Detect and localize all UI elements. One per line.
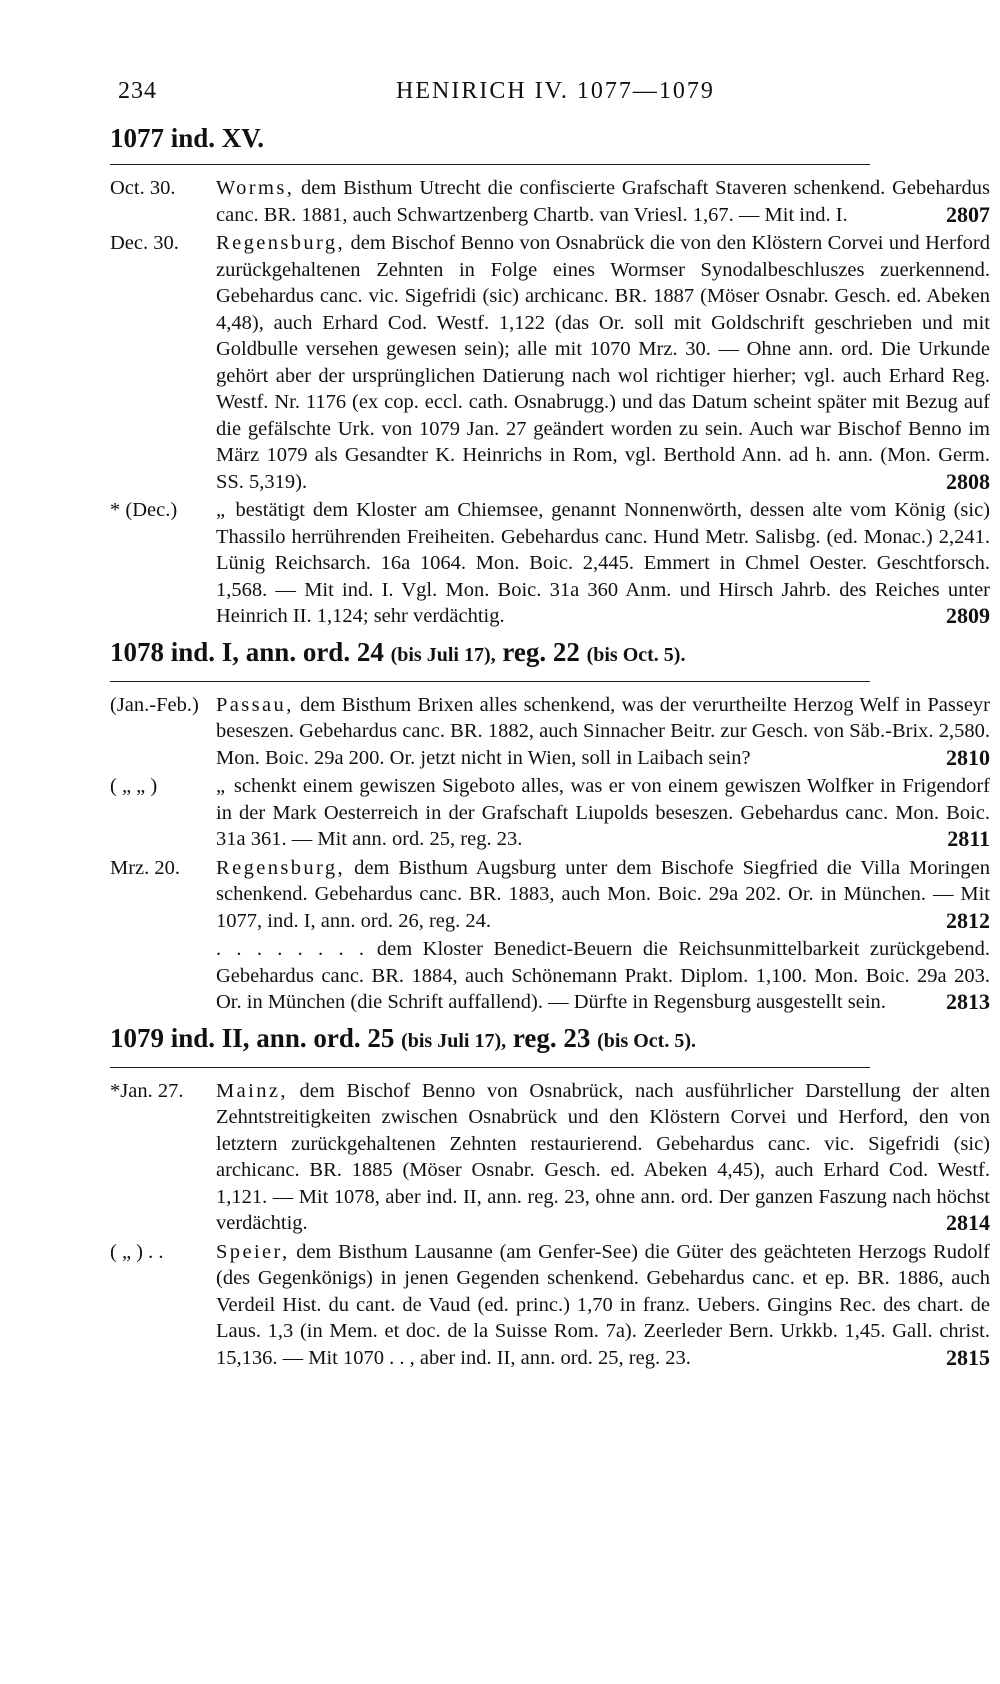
entry-place: Speier,: [216, 1240, 290, 1263]
running-head: [110, 78, 990, 118]
entry-number: 2809: [946, 603, 990, 628]
entry-text: schenkt einem gewiszen Sigeboto alles, was er von einem gewiszen Wolfker in Frigendorf in der Mark Oesterreich in der Grafschaft Liupolds beseszen. Gebehardus canc. Mon. Boic. 31a 361. — Mit ann. ord. 25, reg. 23.: [216, 775, 991, 850]
entry-place: Regensburg,: [216, 856, 346, 879]
running-title: HENIRICH IV. 1077—1079: [396, 78, 715, 104]
entry-place: Worms,: [216, 177, 295, 199]
divider: [110, 164, 870, 165]
page: [110, 78, 990, 1373]
entry-number: 2813: [946, 989, 990, 1014]
entry-date: Dec. 30.: [110, 232, 179, 254]
year-heading-1079: 1079 ind. II, ann. ord. 25 (bis Juli 17), reg. 23 (bis Oct. 5).: [110, 1022, 696, 1053]
entry-number: 2808: [946, 468, 990, 494]
entry-number: 2815: [946, 1344, 990, 1370]
entry-place: „: [216, 499, 228, 521]
entry-date: (Jan.-Feb.): [110, 693, 199, 716]
entry-place: Passau,: [216, 693, 294, 716]
entry-number: 2811: [947, 826, 990, 851]
entry-text: dem Kloster Benedict-Beuern die Reichsunmittelbarkeit zurückgebend. Gebehardus canc. BR. 1884, auch Schönemann Prakt. Diplom. 1,100. Mon. Boic. 29a 203. Or. in München (die Schrift auffallend). — Dürfte in Regensburg ausgestellt sein.: [216, 938, 990, 1013]
entry-place: Regensburg,: [216, 232, 346, 254]
regest-entry: [110, 692, 990, 772]
year-heading-1078: 1078 ind. I, ann. ord. 24 (bis Juli 17), reg. 22 (bis Oct. 5).: [110, 636, 686, 667]
regest-entry: [110, 175, 990, 228]
entry-text: dem Bisthum Brixen alles schenkend, was der verurtheilte Herzog Welf in Passeyr beseszen. Gebehardus canc. BR. 1882, auch Sinnacher Beitr. zur Gesch. von Säb.-Brix. 2,580. Mon. Boic. 29a 200. Or. jetzt nicht in Wien, soll in Laibach sein?: [216, 693, 990, 769]
page-number: 234: [118, 78, 157, 104]
entry-place: Mainz,: [216, 1079, 288, 1102]
entry-place: . . . . . . . .: [216, 938, 367, 960]
regest-entry: [110, 1239, 990, 1372]
entry-date: * (Dec.): [110, 499, 178, 521]
divider: [110, 681, 870, 682]
entry-text: bestätigt dem Kloster am Chiemsee, genannt Nonnenwörth, dessen alte vom König (sic) Thassilo herrührenden Freiheiten. Gebehardus canc. Hund Metr. Salisbg. (ed. Monac.) 2,241. Lünig Reichsarch. 16a 1064. Mon. Boic. 2,445. Emmert in Chmel Oester. Geschtforsch. 1,568. — Mit ind. I. Vgl. Mon. Boic. 31a 360 Anm. und Hirsch Jahrb. des Reiches unter Heinrich II. 1,124; sehr verdächtig.: [216, 499, 991, 627]
regest-entry: [110, 497, 990, 630]
entry-number: 2814: [946, 1210, 990, 1235]
entry-date: ( „ „ ): [110, 775, 158, 797]
regest-entry: [110, 773, 990, 853]
entry-date: *Jan. 27.: [110, 1079, 184, 1102]
entry-text: dem Bischof Benno von Osnabrück die von den Klöstern Corvei und Herford zurückgehaltenen Zehnten in Folge eines Wormser Synodalbeschluszes zuerkennend. Gebehardus canc. vic. Sigefridi (sic) archicanc. BR. 1887 (Möser Osnabr. Gesch. ed. Abeken 4,48), auch Erhard Cod. Westf. 1,122 (das Or. soll mit Goldschrift geschrieben und mit Goldbulle versehen gewesen sein); alle mit 1070 Mrz. 30. — Ohne ann. ord. Die Urkunde gehört aber der ursprünglichen Datierung nach wol richtiger hierher; vgl. auch Erhard Reg. Westf. Nr. 1176 (ex cop. eccl. cath. Osnabrugg.) und das Datum scheint später mit Bezug auf die gefälschte Urk. von 1079 Jan. 27 geändert worden zu sein. Auch war Bischof Benno im März 1079 als Gesandter K. Heinrichs in Rom, vgl. Berthold Ann. ad h. ann. (Mon. Germ. SS. 5,319).: [216, 232, 990, 493]
entry-date: Mrz. 20.: [110, 856, 181, 879]
entry-date: ( „ ) . .: [110, 1240, 164, 1263]
entry-text: dem Bisthum Augsburg unter dem Bischofe Siegfried die Villa Moringen schenkend. Gebehardus canc. BR. 1883, auch Mon. Boic. 29a 202. Or. in München. — Mit 1077, ind. I, ann. ord. 26, reg. 24.: [216, 856, 991, 932]
entry-number: 2807: [946, 201, 990, 227]
divider: [110, 1067, 870, 1068]
year-heading-1077: 1077 ind. XV.: [110, 123, 265, 153]
entry-number: 2810: [946, 744, 990, 770]
entry-text: dem Bisthum Utrecht die confiscierte Grafschaft Staveren schenkend. Gebehardus canc. BR. 1881, auch Schwartzenberg Chartb. van Vriesl. 1,67. — Mit ind. I.: [216, 177, 990, 226]
entry-text: dem Bischof Benno von Osnabrück, nach ausführlicher Darstellung der alten Zehntstreitigkeiten zwischen Osnabrück und den Klöstern Corvei und Herford, den von letztern zurückgehaltenen Zehnten restaurierend. Gebehardus canc. vic. Sigefridi (sic) archicanc. BR. 1885 (Möser Osnabr. Gesch. ed. Abeken 4,45), auch Erhard Cod. Westf. 1,121. — Mit 1078, aber ind. II, ann. reg. 23, ohne ann. ord. Der ganzen Faszung nach höchst verdächtig.: [216, 1079, 990, 1234]
entry-number: 2812: [946, 907, 990, 933]
entry-place: „: [216, 775, 228, 797]
regest-entry: [110, 230, 990, 495]
regest-entry: [110, 1078, 990, 1237]
regest-entry: [110, 855, 990, 935]
entry-text: dem Bisthum Lausanne (am Genfer-See) die Güter des geächteten Herzogs Rudolf (des Gegenkönigs) in jenen Gegenden schenkend. Gebehardus canc. et ep. BR. 1886, auch Verdeil Hist. du cant. de Vaud (ed. princ.) 1,70 in franz. Uebers. Gingins Rec. des chart. de Laus. 1,3 (in Mem. et doc. de la Suisse Rom. 7a). Zeerleder Bern. Urkkb. 1,45. Gall. christ. 15,136. — Mit 1070 . . , aber ind. II, ann. ord. 25, reg. 23.: [216, 1240, 991, 1369]
entry-date: Oct. 30.: [110, 177, 176, 199]
regest-entry: [110, 936, 990, 1016]
